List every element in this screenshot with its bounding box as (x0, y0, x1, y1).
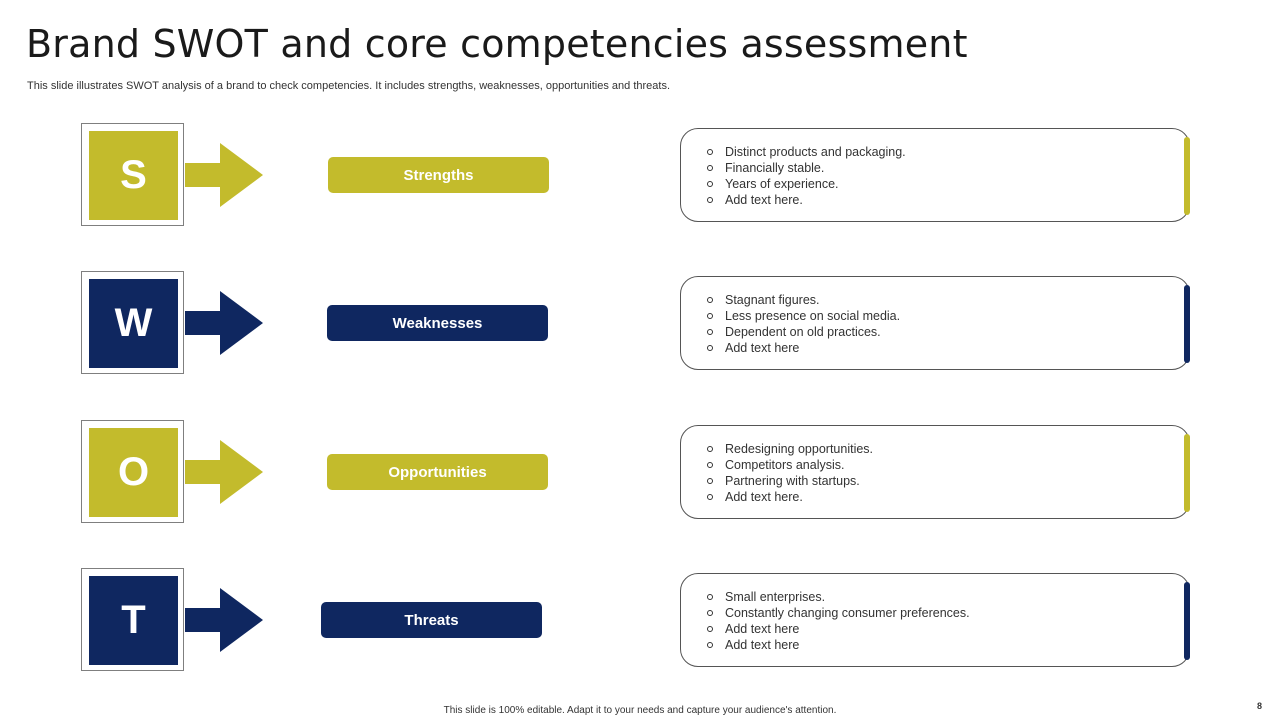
swot-row-strengths (0, 123, 1280, 233)
bullet-circle-icon (707, 610, 713, 616)
footer-note: This slide is 100% editable. Adapt it to your needs and capture your audience's attention. (443, 705, 837, 716)
list-item: Dependent on old practices. (707, 324, 900, 340)
weaknesses-card (680, 276, 1190, 370)
swot-row-threats (0, 568, 1280, 678)
threats-list (707, 589, 970, 653)
list-item: Distinct products and packaging. (707, 144, 906, 160)
card-accent (1184, 285, 1190, 363)
bullet-circle-icon (707, 297, 713, 303)
bullet-circle-icon (707, 149, 713, 155)
swot-row-weaknesses (0, 271, 1280, 381)
list-item: Add text here (707, 621, 970, 637)
bullet-circle-icon (707, 165, 713, 171)
arrow-right-icon (185, 440, 265, 504)
bullet-circle-icon (707, 446, 713, 452)
list-item: Add text here (707, 637, 970, 653)
list-item: Less presence on social media. (707, 308, 900, 324)
list-item: Partnering with startups. (707, 473, 873, 489)
list-item: Stagnant figures. (707, 292, 900, 308)
bullet-circle-icon (707, 329, 713, 335)
bullet-circle-icon (707, 313, 713, 319)
bullet-circle-icon (707, 181, 713, 187)
list-item: Years of experience. (707, 176, 906, 192)
list-item: Add text here. (707, 192, 906, 208)
arrow-right-icon (185, 588, 265, 652)
swot-row-opportunities (0, 420, 1280, 530)
letter-box: S (89, 131, 178, 220)
list-item: Constantly changing consumer preferences. (707, 605, 970, 621)
letter-box: O (89, 428, 178, 517)
arrow-right-icon (185, 143, 265, 207)
list-item: Financially stable. (707, 160, 906, 176)
opportunities-list (707, 441, 873, 505)
bullet-circle-icon (707, 478, 713, 484)
card-accent (1184, 434, 1190, 512)
strengths-card (680, 128, 1190, 222)
bullet-circle-icon (707, 197, 713, 203)
weaknesses-list (707, 292, 900, 356)
threats-label: Threats (321, 602, 542, 638)
page-number: 8 (1256, 701, 1262, 711)
bullet-circle-icon (707, 345, 713, 351)
list-item: Redesigning opportunities. (707, 441, 873, 457)
list-item: Small enterprises. (707, 589, 970, 605)
page-subtitle: This slide illustrates SWOT analysis of a brand to check competencies. It includes strengths, weaknesses, opportunities and threats. (27, 80, 671, 92)
bullet-circle-icon (707, 594, 713, 600)
bullet-circle-icon (707, 642, 713, 648)
letter-frame (81, 123, 184, 226)
arrow-right-icon (185, 291, 265, 355)
letter-frame (81, 420, 184, 523)
opportunities-label: Opportunities (327, 454, 548, 490)
letter-frame (81, 271, 184, 374)
threats-card (680, 573, 1190, 667)
opportunities-card (680, 425, 1190, 519)
letter-box: T (89, 576, 178, 665)
list-item: Add text here (707, 340, 900, 356)
card-accent (1184, 582, 1190, 660)
page-title: Brand SWOT and core competencies assessment (26, 22, 968, 66)
strengths-list (707, 144, 906, 208)
bullet-circle-icon (707, 494, 713, 500)
weaknesses-label: Weaknesses (327, 305, 548, 341)
letter-frame (81, 568, 184, 671)
list-item: Add text here. (707, 489, 873, 505)
bullet-circle-icon (707, 462, 713, 468)
strengths-label: Strengths (328, 157, 549, 193)
bullet-circle-icon (707, 626, 713, 632)
list-item: Competitors analysis. (707, 457, 873, 473)
letter-box: W (89, 279, 178, 368)
card-accent (1184, 137, 1190, 215)
